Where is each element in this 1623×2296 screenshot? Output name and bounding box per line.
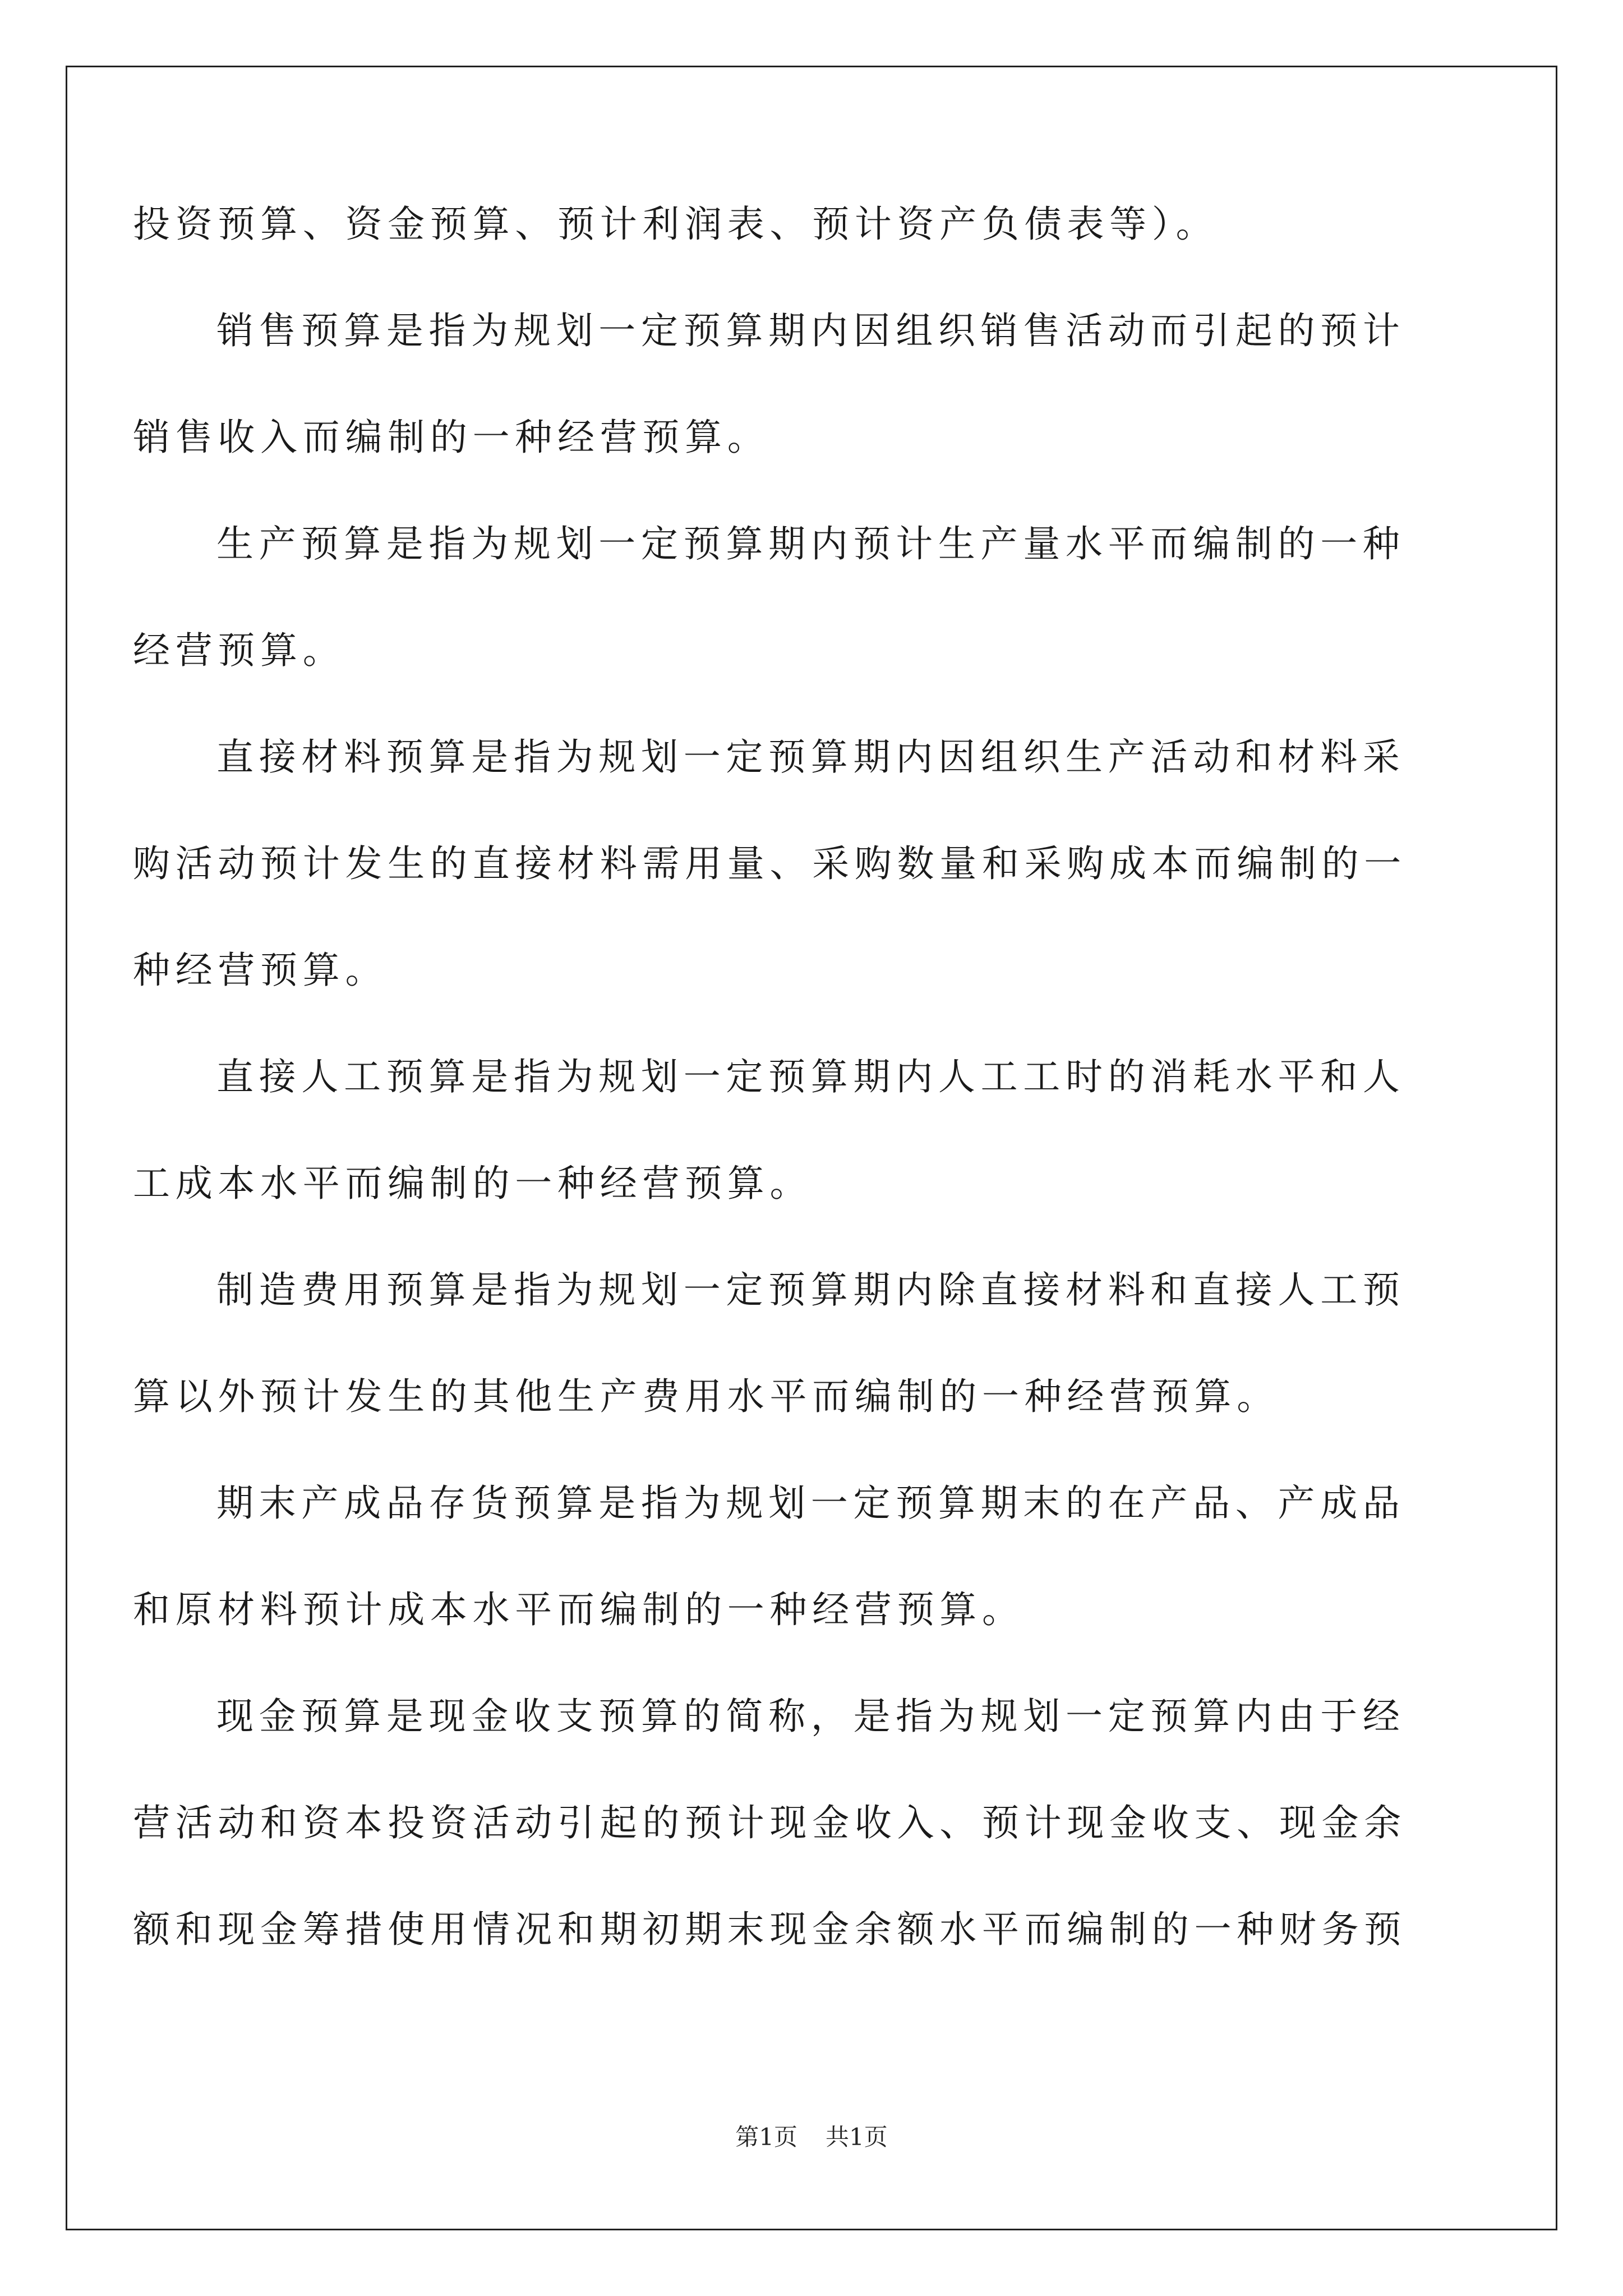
paragraph-start-line: 直接人工预算是指为规划一定预算期内人工工时的消耗水平和人 [216,1055,1405,1098]
text-line: 算以外预计发生的其他生产费用水平而编制的一种经营预算。 [133,1375,1279,1418]
page-footer [0,2123,1623,2151]
text-line: 营活动和资本投资活动引起的预计现金收入、预计现金收支、现金余 [133,1801,1407,1844]
paragraph-start-line: 现金预算是现金收支预算的简称，是指为规划一定预算内由于经 [216,1695,1405,1738]
paragraph-start-line: 销售预算是指为规划一定预算期内因组织销售活动而引起的预计 [216,309,1405,352]
paragraph-start-line: 生产预算是指为规划一定预算期内预计生产量水平而编制的一种 [216,522,1405,565]
text-line: 投资预算、资金预算、预计利润表、预计资产负债表等）。 [133,203,1219,246]
paragraph-start-line: 期末产成品存货预算是指为规划一定预算期末的在产品、产成品 [216,1481,1405,1525]
page-border [66,66,1557,2230]
text-line: 额和现金筹措使用情况和期初期末现金余额水平而编制的一种财务预 [133,1908,1407,1951]
text-line: 和原材料预计成本水平而编制的一种经营预算。 [133,1588,1025,1631]
text-line: 购活动预计发生的直接材料需用量、采购数量和采购成本而编制的一 [133,842,1407,885]
page-total: 共1页 [826,2123,888,2151]
paragraph-start-line: 制造费用预算是指为规划一定预算期内除直接材料和直接人工预 [216,1268,1405,1312]
paragraph-start-line: 直接材料预算是指为规划一定预算期内因组织生产活动和材料采 [216,735,1405,779]
text-line: 销售收入而编制的一种经营预算。 [133,416,770,459]
text-line: 种经营预算。 [133,949,388,992]
text-line: 经营预算。 [133,629,345,672]
page-number: 第1页 [735,2123,797,2151]
text-line: 工成本水平而编制的一种经营预算。 [133,1162,813,1205]
